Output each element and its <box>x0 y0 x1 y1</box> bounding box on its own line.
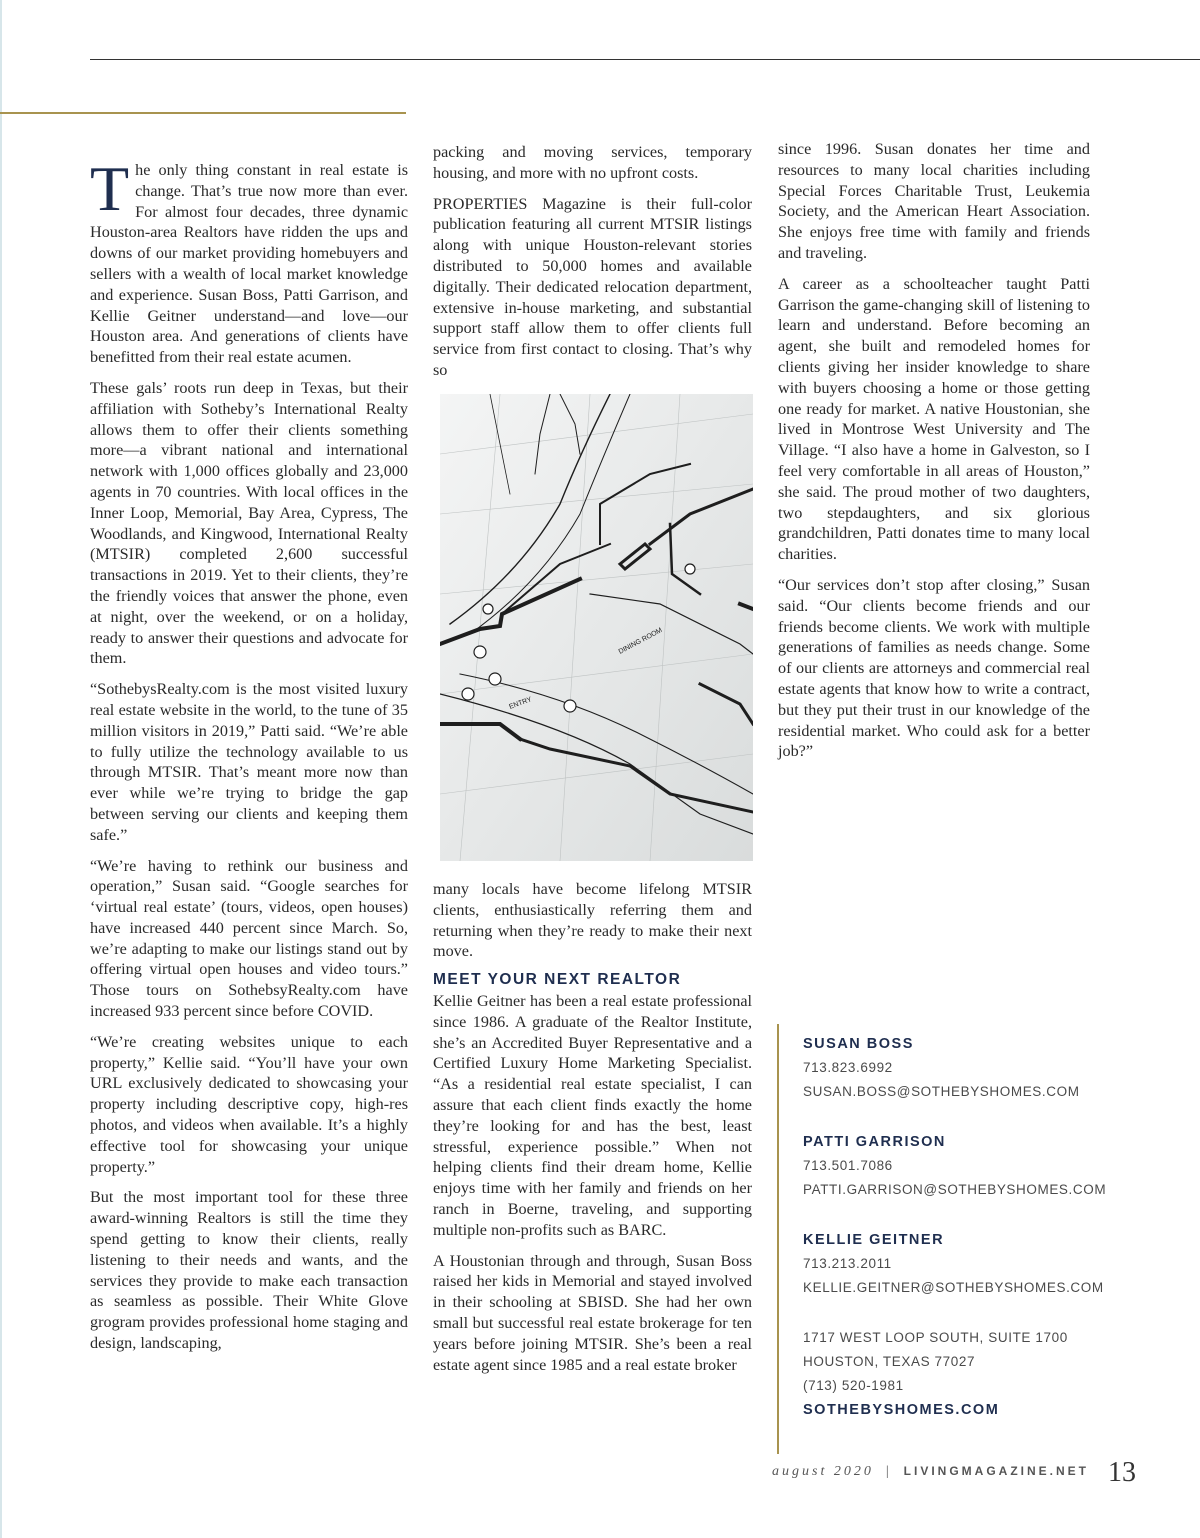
paragraph: But the most important tool for these three award-winning Realtors is still the time they spend getting to know their clients, really listening to their needs and wants, and the services they provide to make each transaction as seamless as possible. Their White Glove grogram provides professional home staging and design, landscaping, <box>90 1188 408 1353</box>
paragraph: PROPERTIES Magazine is their full-color publication featuring all current MTSIR listings along with unique Houston-relevant stories distributed to 50,000 homes and available digitally. Their dedicated relocation department, extensive in-house marketing, and substantial support staff allow them to offer clients full service from first contact to closing. That’s why so <box>433 194 752 379</box>
contact-card <box>803 1232 1104 1295</box>
article-column-2-top <box>433 142 752 391</box>
paragraph-text: he only thing constant in real estate is change. That’s true now more than ever. For almost four decades, three dynamic Houston-area Realtors have ridden the ups and downs of our market providing homebuyers and sellers with a wealth of local market knowledge and experience. Susan Boss, Patti Garrison, and Kellie Geitner understand—and love—our Houston area. And generations of clients have benefitted from their real estate acumen. <box>90 161 408 367</box>
paragraph: These gals’ roots run deep in Texas, but their affiliation with Sotheby’s International Realty allows them to offer their clients something more—a vibrant national and international network with 1,000 offices globally and 23,000 agents in 70 countries. With local offices in the Inner Loop, Memorial, Bay Area, Cypress, The Woodlands, and Kingwood, International Realty (MTSIR) completed 2,600 successful transactions in 2019. Yet to their clients, they’re the friendly voices that answer the phone, even at night, over the weekend, or on a holiday, ready to answer their questions and advocate for them. <box>90 378 408 668</box>
paragraph: since 1996. Susan donates her time and resources to many local charities including Special Forces Charitable Trust, Leukemia Society, and the American Heart Association. She enjoys free time with family and friends and traveling. <box>778 140 1090 262</box>
paragraph: “We’re having to rethink our business and operation,” Susan said. “Google searches for ‘virtual real estate’ (tours, videos, open houses) have increased 440 percent since March. So, we’re adapting to make our listings stand out by offering virtual open houses and video tours.” Those tours on SothebsyRealty.com have increased 933 percent since before COVID. <box>90 856 408 1021</box>
office-phone[interactable]: (713) 520-1981 <box>803 1378 904 1393</box>
room-label: DINING ROOM <box>617 626 664 656</box>
article-column-1 <box>90 153 408 1364</box>
gold-accent-rule <box>0 112 406 114</box>
page-footer <box>772 1464 1089 1480</box>
footer-separator: | <box>885 1464 892 1479</box>
contact-email[interactable]: SUSAN.BOSS@SOTHEBYSHOMES.COM <box>803 1084 1080 1099</box>
contact-name: PATTI GARRISON <box>803 1134 946 1150</box>
office-info <box>803 1330 1093 1418</box>
contact-sidebar <box>777 1024 1107 1454</box>
section-subhead: MEET YOUR NEXT REALTOR <box>433 971 682 989</box>
contact-name: SUSAN BOSS <box>803 1036 914 1052</box>
paragraph: A career as a schoolteacher taught Patti Garrison the game-changing skill of listening to learn and understand. Before becoming an agent, she built and remodeled homes for clients giving her insider knowledge to share with buyers choosing a home or those getting one ready for market. A native Houstonian, she lived in Montrose West University and The Village. “I also have a home in Galveston, so I feel very comfortable in all areas of Houston,” she said. The proud mother of two daughters, two stepdaughters, and six glorious grandchildren, Patti donates time to many local charities. <box>778 274 1090 564</box>
paragraph: “SothebysRealty.com is the most visited luxury real estate website in the world, to the tune of 35 million visitors in 2019,” Patti said. “We’re able to fully utilize the technology available to us through MTSIR. That’s meant more now than ever while we’re trying to bridge the gap between serving our clients and keeping them safe.” <box>90 680 408 844</box>
article-column-3 <box>778 139 1090 772</box>
paragraph: A Houstonian through and through, Susan Boss raised her kids in Memorial and stayed involved in their schooling at SBISD. She had her own small but successful real estate brokerage for ten years before joining MTSIR. She’s been a real estate agent since 1985 and a real estate broker <box>433 1251 752 1374</box>
contact-name: KELLIE GEITNER <box>803 1232 945 1248</box>
paragraph: “We’re creating websites unique to each property,” Kellie said. “You’ll have your own URL exclusively dedicated to showcasing your property including descriptive copy, high-res photos, and videos when available. It’s a highly effective tool for showcasing your unique property.” <box>90 1032 408 1176</box>
drop-cap: T <box>90 153 130 224</box>
website-link[interactable]: SOTHEBYSHOMES.COM <box>803 1402 1000 1418</box>
contact-phone[interactable]: 713.213.2011 <box>803 1256 892 1271</box>
contact-card <box>803 1036 1093 1099</box>
contact-phone[interactable]: 713.823.6992 <box>803 1060 893 1075</box>
footer-site-link[interactable]: LIVINGMAGAZINE.NET <box>903 1464 1089 1478</box>
contact-email[interactable]: KELLIE.GEITNER@SOTHEBYSHOMES.COM <box>803 1280 1104 1295</box>
paragraph: packing and moving services, temporary housing, and more with no upfront costs. <box>433 143 752 182</box>
page-edge <box>0 0 2 1538</box>
office-address-line-2: HOUSTON, TEXAS 77027 <box>803 1354 976 1369</box>
contact-card <box>803 1134 1107 1197</box>
issue-date: august 2020 <box>772 1464 874 1479</box>
paragraph <box>90 153 408 368</box>
paragraph: many locals have become lifelong MTSIR clients, enthusiastically referring them and returning when they’re ready to make their next move. <box>433 880 752 961</box>
room-label: ENTRY <box>508 696 533 711</box>
contact-email[interactable]: PATTI.GARRISON@SOTHEBYSHOMES.COM <box>803 1182 1107 1197</box>
article-column-2-bottom <box>433 879 752 1385</box>
contact-phone[interactable]: 713.501.7086 <box>803 1158 893 1173</box>
top-rule <box>90 59 1200 60</box>
paragraph: Kellie Geitner has been a real estate professional since 1986. A graduate of the Realtor Institute, she’s an Accredited Buyer Representative and a Certified Luxury Home Marketing Specialist. “As a residential real estate specialist, I can assure that each client finds exactly the home they’re looking for and has the best, least stressful, experience possible.” When not helping clients find their dream home, Kellie enjoys time with her family and friends on her ranch in Boerne, traveling, and supporting multiple non-profits such as BARC. <box>433 991 752 1239</box>
paragraph: “Our services don’t stop after closing,” Susan said. “Our clients become friends and our friends become clients. We work with multiple generations of families as needs change. Some of our clients are attorneys and commercial real estate agents that know how to write a contract, but they put their trust in our knowledge of the residential market. Who could ask for a better job?” <box>778 575 1090 761</box>
blueprint-photo <box>440 394 753 861</box>
office-address-line-1: 1717 WEST LOOP SOUTH, SUITE 1700 <box>803 1330 1068 1345</box>
page-number: 13 <box>1108 1457 1136 1488</box>
